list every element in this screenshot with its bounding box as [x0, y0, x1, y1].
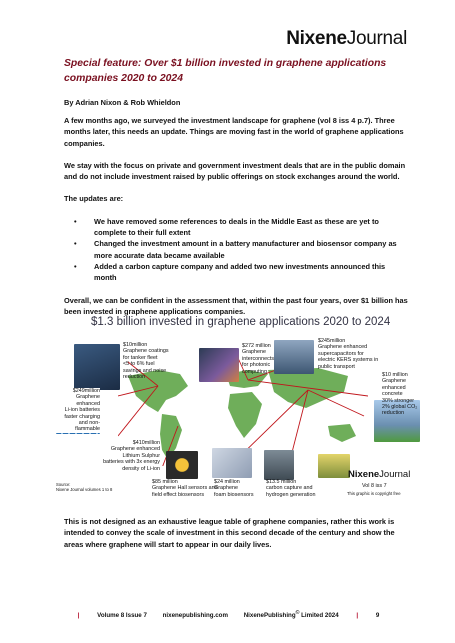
article-title: Special feature: Over $1 billion invested in graphene applications companies 2020 to 2024 — [64, 58, 387, 84]
caption-foam: $24 million Graphene foam biosensors — [214, 479, 254, 498]
paragraph-4: Overall, we can be confident in the assessment that, within the past four years, over $1 billion has been invested in graphene applications companies. — [64, 295, 408, 316]
caption-photonic: $272 million Graphene interconnects for photonic computing — [242, 343, 275, 375]
brand-bold: Nixene — [286, 28, 347, 49]
infographic-logo: NixeneJournal — [348, 469, 411, 480]
footer-volume: Volume 8 Issue 7 — [97, 612, 147, 620]
map-continents — [128, 368, 356, 460]
article-byline: By Adrian Nixon & Rob Whieldon — [64, 98, 181, 107]
footer-publisher: NixenePublishing© Limited 2024 — [243, 610, 339, 620]
caption-carbon: $13.5 million carbon capture and hydrogen generation — [266, 479, 316, 498]
article — [64, 56, 408, 328]
caption-source: Source: Nixene Journal volumes 1 to 8 — [56, 482, 113, 492]
infographic-volume: Vol 8 iss 7 — [362, 483, 387, 489]
page-footer — [0, 610, 455, 619]
article-closing — [64, 516, 408, 561]
footer-site: nixenepublishing.com — [162, 612, 228, 620]
caption-hall: $85 million Graphene Hall sensors and field effect biosensors — [152, 479, 218, 498]
infographic-copyright: This graphic is copyright free — [347, 491, 401, 496]
caption-batteries-text: $249million Graphene enhanced Li-ion batteries faster charging and non- flammable — [56, 388, 100, 433]
caption-concrete: $10 million Graphene enhanced concrete 30% stronger 2% global CO₂ reduction — [382, 372, 418, 417]
hall-sensor-image — [166, 451, 198, 479]
paragraph-3: The updates are: — [64, 194, 124, 204]
caption-lisulphur: $410million Graphene enhanced Lithium Sulphur batteries with 3x energy density of Li-ion — [103, 440, 160, 472]
page-number: 9 — [375, 612, 380, 620]
brand-light: Journal — [346, 28, 407, 49]
caption-tanker: $10million Graphene coatings for tanker fleet <5 to 6% fuel savings and noise reduction — [123, 342, 169, 381]
list-item: • Changed the investment amount in a battery manufacturer and biosensor company as more accurate data became available — [74, 239, 397, 260]
footer-separator: | — [77, 612, 80, 620]
paragraph-5: This is not designed as an exhaustive league table of graphene companies, rather this work is intended to convey the scale of investment in this second decade of the century and show the areas where graphene will start to appear in our daily lives. — [64, 517, 395, 549]
investment-infographic — [56, 316, 420, 498]
photonic-chip-image — [199, 348, 239, 382]
updates-list — [64, 216, 408, 284]
vehicle-image — [318, 454, 350, 478]
foam-biosensor-image — [212, 448, 252, 478]
tanker-image — [74, 344, 120, 390]
infographic-title: $1.3 billion invested in graphene applications 2020 to 2024 — [91, 316, 391, 328]
journal-brand — [286, 28, 407, 50]
footer-separator: | — [356, 612, 359, 620]
list-item: • Added a carbon capture company and added two new investments announced this month — [74, 261, 386, 283]
list-item: • We have removed some references to deals in the Middle East as these are yet to complete to their full extent — [74, 216, 379, 238]
electric-bus-image — [274, 340, 314, 374]
paragraph-1: A few months ago, we surveyed the investment landscape for graphene (vol 8 iss 4 p.7). Three months later, this needs an update. Things are moving fast in the world of graphene applications companies. — [64, 116, 404, 148]
paragraph-2: We stay with the focus on private and government investment deals that are in the public domain and do not include investment raised by public offerings on stock exchanges around the world. — [64, 160, 406, 182]
carbon-capture-image — [264, 450, 294, 480]
caption-transport: $245million Graphene enhanced supercapacitors for electric KERS systems in public transport — [318, 338, 379, 370]
